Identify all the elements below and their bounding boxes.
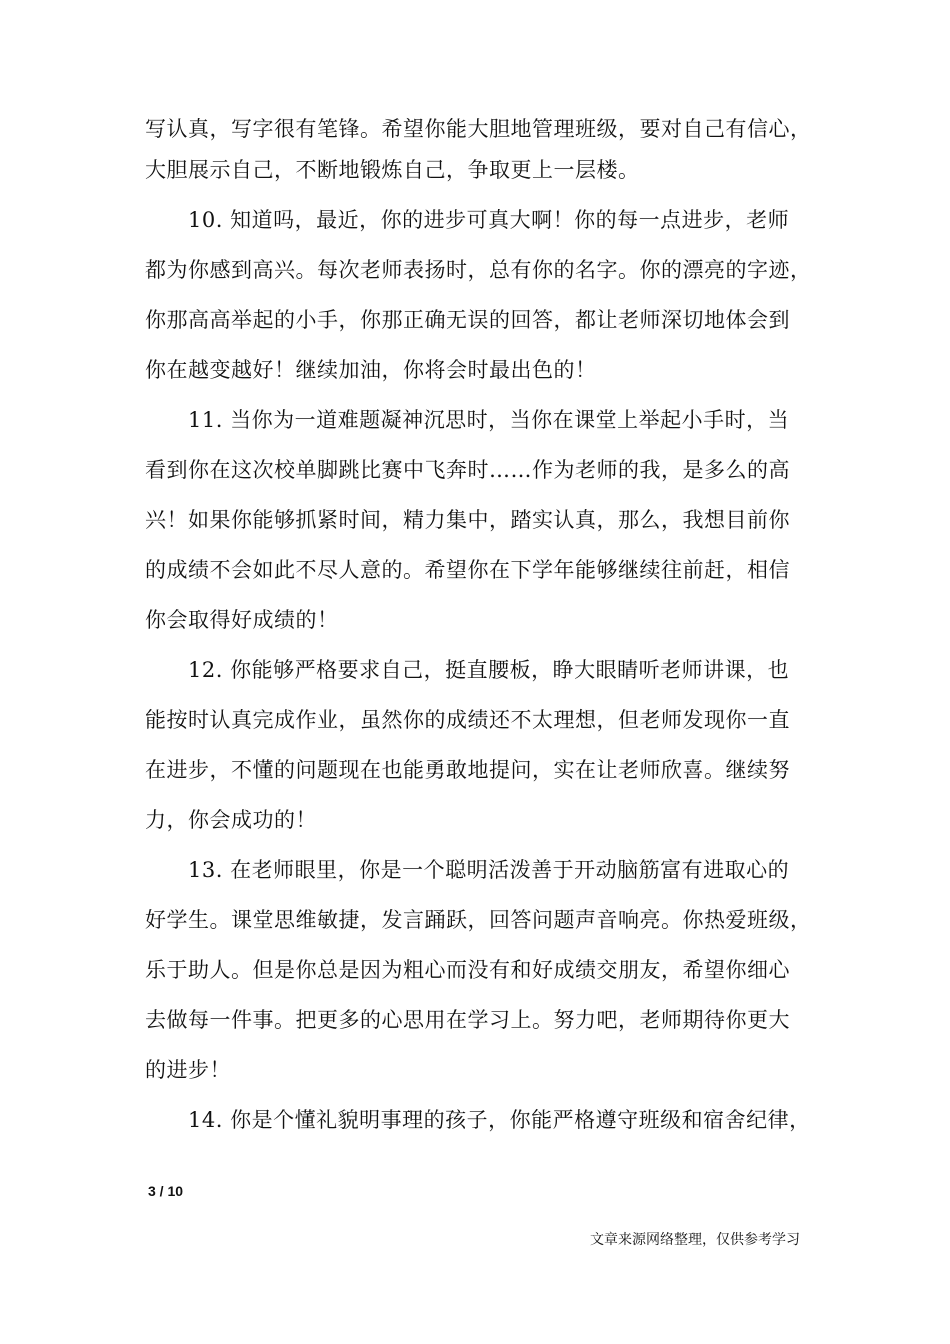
text-line: 你在越变越好！继续加油，你将会时最出色的！ (145, 358, 597, 382)
text-line: 看到你在这次校单脚跳比赛中飞奔时……作为老师的我，是多么的高 (145, 458, 790, 482)
text-line: 能按时认真完成作业，虽然你的成绩还不太理想，但老师发现你一直 (145, 708, 790, 732)
text-line: 在进步，不懂的问题现在也能勇敢地提问，实在让老师欣喜。继续努 (145, 758, 790, 782)
text-line: 的成绩不会如此不尽人意的。希望你在下学年能够继续往前赶，相信 (145, 558, 790, 582)
text-line: 你那高高举起的小手，你那正确无误的回答，都让老师深切地体会到 (145, 308, 790, 332)
text-line: 都为你感到高兴。每次老师表扬时，总有你的名字。你的漂亮的字迹， (145, 258, 812, 282)
text-line: 大胆展示自己，不断地锻炼自己，争取更上一层楼。 (145, 158, 640, 182)
text-line: 好学生。课堂思维敏捷，发言踊跃，回答问题声音响亮。你热爱班级， (145, 908, 812, 932)
text-line: 乐于助人。但是你总是因为粗心而没有和好成绩交朋友，希望你细心 (145, 958, 790, 982)
paragraph-10-first-line: 10. 知道吗，最近，你的进步可真大啊！你的每一点进步，老师 (188, 208, 790, 232)
text-line: 你会取得好成绩的！ (145, 608, 339, 632)
text-line: 的进步！ (145, 1058, 231, 1082)
source-note: 文章来源网络整理，仅供参考学习 (590, 1232, 800, 1248)
paragraph-14-first-line: 14. 你是个懂礼貌明事理的孩子，你能严格遵守班级和宿舍纪律， (188, 1108, 811, 1132)
text-line: 力，你会成功的！ (145, 808, 317, 832)
page-number: 3 / 10 (148, 1183, 184, 1199)
paragraph-13-first-line: 13. 在老师眼里，你是一个聪明活泼善于开动脑筋富有进取心的 (188, 858, 790, 882)
paragraph-11-first-line: 11. 当你为一道难题凝神沉思时，当你在课堂上举起小手时，当 (188, 408, 790, 432)
text-line: 兴！如果你能够抓紧时间，精力集中，踏实认真，那么，我想目前你 (145, 508, 790, 532)
paragraph-12-first-line: 12. 你能够严格要求自己，挺直腰板，睁大眼睛听老师讲课，也 (188, 658, 790, 682)
text-line: 去做每一件事。把更多的心思用在学习上。努力吧，老师期待你更大 (145, 1008, 790, 1032)
text-line: 写认真，写字很有笔锋。希望你能大胆地管理班级，要对自己有信心， (145, 117, 812, 141)
